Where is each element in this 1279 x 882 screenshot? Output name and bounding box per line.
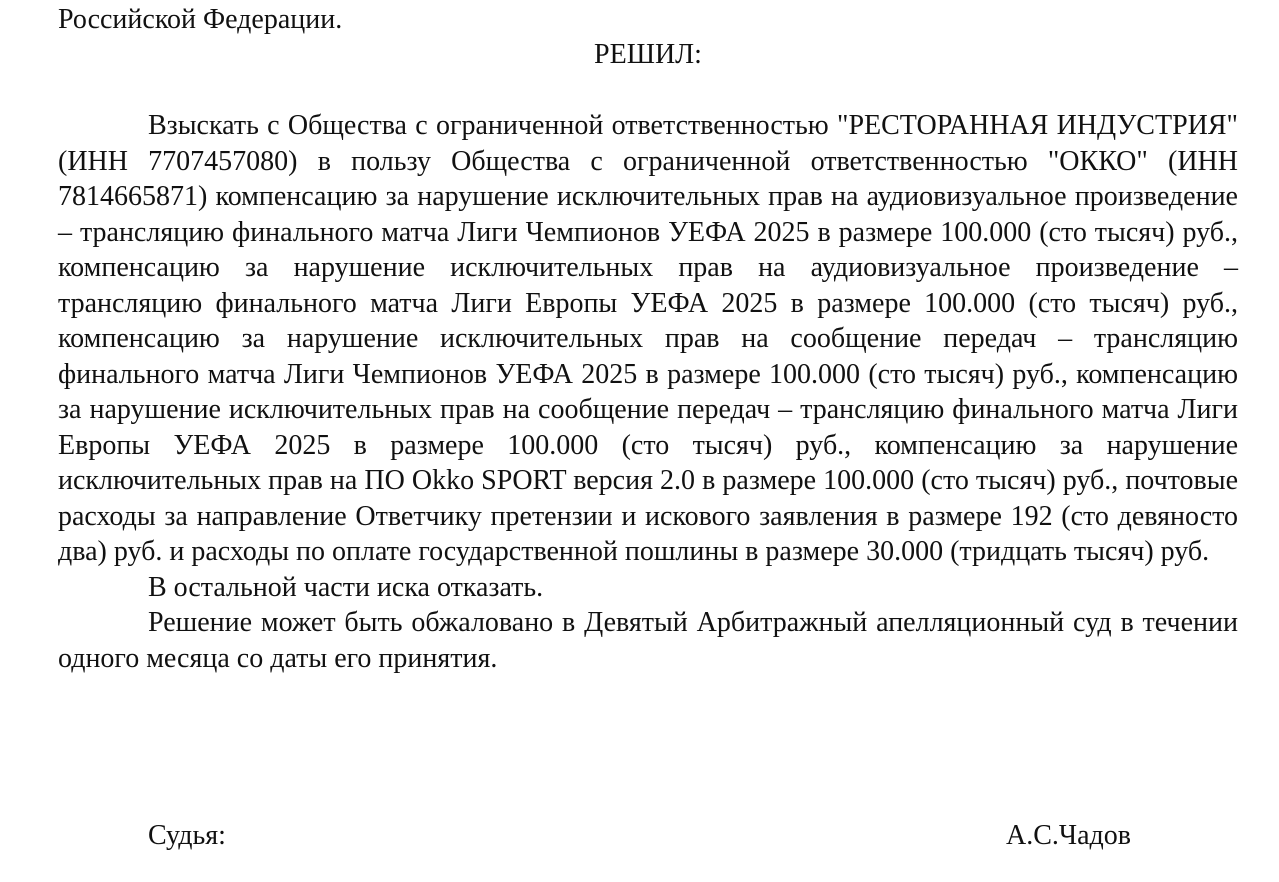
decision-body (58, 108, 1238, 676)
decision-paragraph-appeal: Решение может быть обжаловано в Девятый Арбитражный апелляционный суд в течении одного месяца со даты его принятия. (58, 607, 1238, 674)
judge-label: Судья: (148, 820, 226, 851)
decision-paragraph-main: Взыскать с Общества с ограниченной ответственностью "РЕСТОРАННАЯ ИНДУСТРИЯ" (ИНН 7707457080) в пользу Общества с ограниченной ответственностью "ОККО" (ИНН 7814665871) компенсацию за нарушение исключительных прав на аудиовизуальное произведение – трансляцию финального матча Лиги Чемпионов УЕФА 2025 в размере 100.000 (сто тысяч) руб., компенсацию за нарушение исключительных прав на аудиовизуальное произведение – трансляцию финального матча Лиги Европы УЕФА 2025 в размере 100.000 (сто тысяч) руб., компенсацию за нарушение исключительных прав на сообщение передач – трансляцию финального матча Лиги Чемпионов УЕФА 2025 в размере 100.000 (сто тысяч) руб., компенсацию за нарушение исключительных прав на сообщение передач – трансляцию финального матча Лиги Европы УЕФА 2025 в размере 100.000 (сто тысяч) руб., компенсацию за нарушение исключительных прав на ПО Okko SPORT версия 2.0 в размере 100.000 (сто тысяч) руб., почтовые расходы за направление Ответчику претензии и искового заявления в размере 192 (сто девяносто два) руб. и расходы по оплате государственной пошлины в размере 30.000 (тридцать тысяч) руб. (58, 110, 1238, 567)
judge-name: А.С.Чадов (1006, 820, 1131, 851)
previous-text-line: Российской Федерации. (58, 4, 343, 35)
decision-paragraph-refusal: В остальной части иска отказать. (148, 571, 544, 603)
decision-heading: РЕШИЛ: (594, 39, 702, 70)
